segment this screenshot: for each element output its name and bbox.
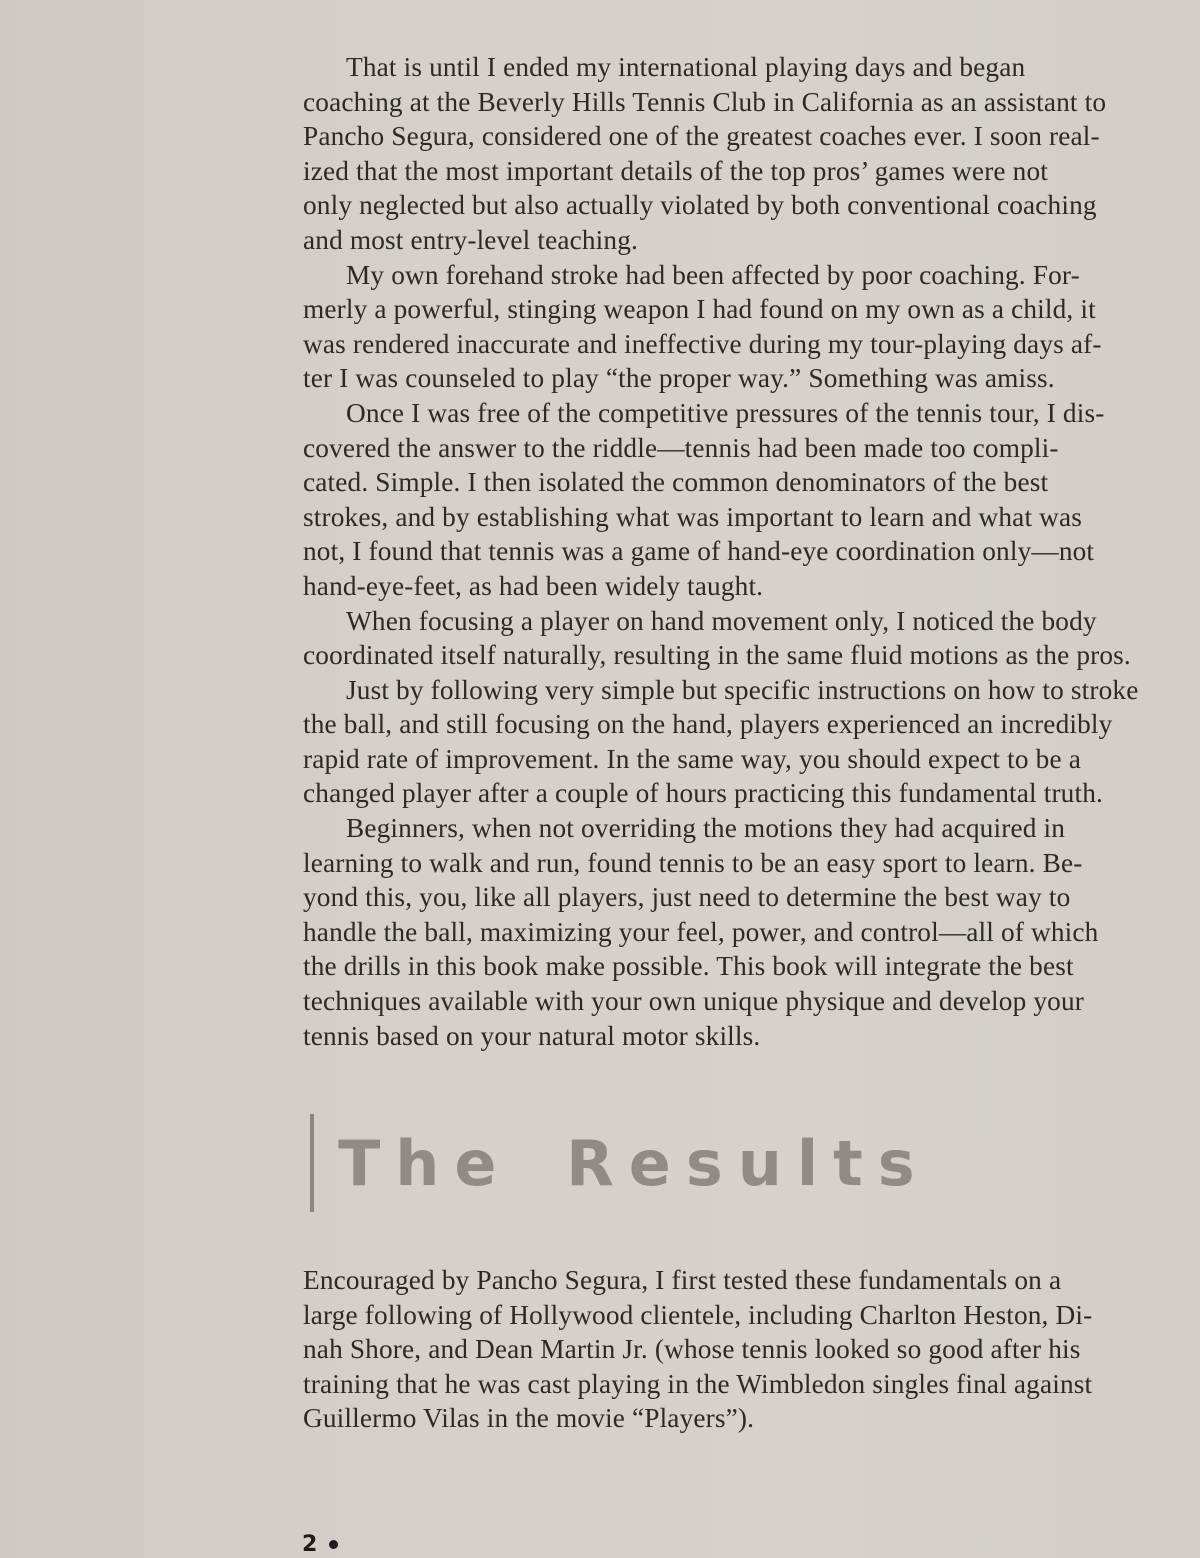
text-line: handle the ball, maximizing your feel, power, and control—all of which [303, 916, 1099, 947]
paragraph [303, 50, 1153, 258]
text-line: That is until I ended my international playing days and began [346, 52, 1026, 82]
text-line: Encouraged by Pancho Segura, I first tested these fundamentals on a [303, 1265, 1062, 1295]
text-line: covered the answer to the riddle—tennis had been made too compli- [303, 432, 1059, 463]
paragraph [303, 258, 1153, 396]
paragraph [303, 396, 1153, 604]
text-line: My own forehand stroke had been affected by poor coaching. For- [346, 259, 1080, 290]
text-line: the drills in this book make possible. This book will integrate the best [303, 951, 1074, 982]
bullet-icon [329, 1540, 338, 1549]
text-line: nah Shore, and Dean Martin Jr. (whose tennis looked so good after his [303, 1334, 1081, 1365]
text-line: coaching at the Beverly Hills Tennis Club in California as an assistant to [303, 86, 1107, 117]
text-line: hand-eye-feet, as had been widely taught. [303, 570, 764, 601]
text-line: coordinated itself naturally, resulting in the same fluid motions as the pros. [303, 640, 1131, 671]
text-line: Just by following very simple but specific instructions on how to stroke [346, 674, 1139, 705]
text-line: Guillermo Vilas in the movie “Players”). [303, 1403, 755, 1434]
text-line: yond this, you, like all players, just need to determine the best way to [303, 882, 1071, 913]
intro-body-text [303, 50, 1153, 1053]
paragraph [303, 604, 1153, 673]
text-line: was rendered inaccurate and ineffective during my tour-playing days af- [303, 328, 1102, 359]
text-line: Pancho Segura, considered one of the greatest coaches ever. I soon real- [303, 121, 1100, 152]
text-line: When focusing a player on hand movement only, I noticed the body [346, 605, 1097, 636]
text-line: ized that the most important details of the top pros’ games were not [303, 155, 1049, 186]
text-line: merly a powerful, stinging weapon I had found on my own as a child, it [303, 294, 1096, 325]
paragraph [303, 673, 1153, 811]
text-line: ter I was counseled to play “the proper way.” Something was amiss. [303, 363, 1055, 394]
text-line: Once I was free of the competitive pressures of the tennis tour, I dis- [346, 397, 1105, 428]
page-footer [302, 1532, 338, 1557]
text-line: large following of Hollywood clientele, including Charlton Heston, Di- [303, 1299, 1093, 1330]
section-heading [310, 1112, 930, 1214]
text-line: changed player after a couple of hours practicing this fundamental truth. [303, 778, 1103, 809]
text-line: tennis based on your natural motor skills. [303, 1020, 761, 1051]
text-line: techniques available with your own unique physique and develop your [303, 986, 1084, 1017]
text-line: training that he was cast playing in the Wimbledon singles final against [303, 1368, 1093, 1399]
section-title: The Results [338, 1126, 930, 1200]
text-line: strokes, and by establishing what was important to learn and what was [303, 501, 1083, 532]
page-number: 2 [302, 1532, 318, 1557]
text-line: only neglected but also actually violated by both conventional coaching [303, 190, 1097, 221]
text-line: and most entry-level teaching. [303, 224, 638, 255]
heading-rule [310, 1114, 314, 1212]
paragraph [303, 1263, 1153, 1436]
text-line: the ball, and still focusing on the hand, players experienced an incredibly [303, 709, 1113, 740]
text-line: rapid rate of improvement. In the same way, you should expect to be a [303, 743, 1081, 774]
text-line: learning to walk and run, found tennis to be an easy sport to learn. Be- [303, 847, 1083, 878]
text-line: not, I found that tennis was a game of hand-eye coordination only—not [303, 536, 1095, 567]
text-line: Beginners, when not overriding the motions they had acquired in [346, 813, 1066, 844]
results-body-text [303, 1263, 1153, 1436]
text-line: cated. Simple. I then isolated the common denominators of the best [303, 467, 1049, 498]
paragraph [303, 811, 1153, 1053]
